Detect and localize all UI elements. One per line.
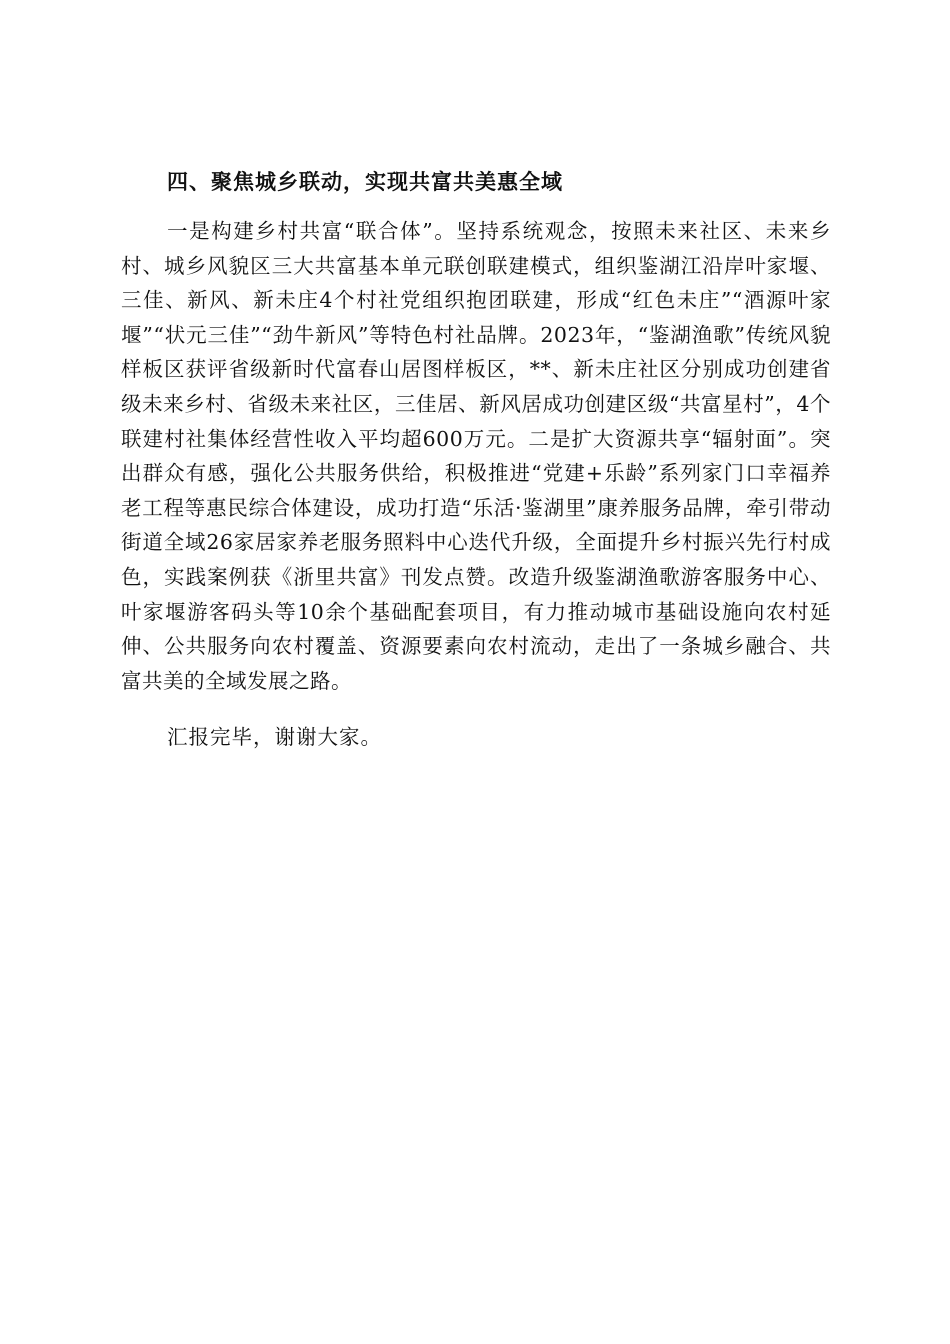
closing-remark: 汇报完毕，谢谢大家。 — [167, 725, 382, 750]
body-paragraph: 一是构建乡村共富“联合体”。坚持系统观念，按照未来社区、未来乡村、城乡风貌区三大共富基本单元联创联建模式，组织鉴湖江沿岸叶家堰、三佳、新风、新未庄4个村社党组织抱团联建，形成“红色未庄”“酒源叶家堰”“状元三佳”“劲牛新风”等特色村社品牌。2023年，“鉴湖渔歌”传统风貌样板区获评省级新时代富春山居图样板区，**、新未庄社区分别成功创建省级未来乡村、省级未来社区，三佳居、新风居成功创建区级“共富星村”，4个联建村社集体经营性收入平均超600万元。二是扩大资源共享“辐射面”。突出群众有感，强化公共服务供给，积极推进“党建+乐龄”系列家门口幸福养老工程等惠民综合体建设，成功打造“乐活·鉴湖里”康养服务品牌，牵引带动街道全域26家居家养老服务照料中心迭代升级，全面提升乡村振兴先行村成色，实践案例获《浙里共富》刊发点赞。改造升级鉴湖渔歌游客服务中心、叶家堰游客码头等10余个基础配套项目，有力推动城市基础设施向农村延伸、公共服务向农村覆盖、资源要素向农村流动，走出了一条城乡融合、共富共美的全域发展之路。 — [121, 219, 831, 693]
document-body — [121, 166, 831, 754]
section-heading: 四、聚焦城乡联动，实现共富共美惠全域 — [167, 170, 563, 194]
